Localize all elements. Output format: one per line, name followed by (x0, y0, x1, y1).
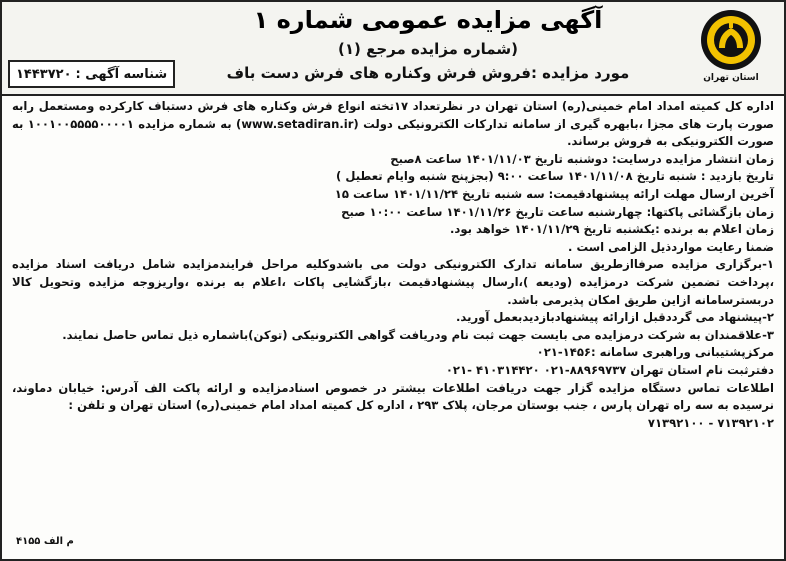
visit-date: تاریخ بازدید : شنبه تاریخ ۱۴۰۱/۱۱/۰۸ ساعت ۹:۰۰ (بجزپنج شنبه وایام تعطیل ) (336, 169, 774, 184)
winner-announcement: زمان اعلام به برنده :یکشنبه تاریخ ۱۴۰۱/۱۱/۲۹ خواهد بود. (450, 222, 774, 237)
emdad-committee-logo-icon (699, 8, 763, 72)
organization-logo (688, 8, 774, 90)
reference-code: م الف ۴۱۵۵ (16, 536, 74, 547)
notice-header (2, 2, 784, 96)
contact-info: اطلاعات تماس دستگاه مزایده گزار جهت دریافت اطلاعات بیشتر در خصوص اسنادمزایده و ارائه پاکت الف آدرس: خیابان دماوند، نرسیده به سه راه تهران پارس ، جنب بوستان مرجان، پلاک ۲۹۳ ، اداره کل کمیته امداد امام خمینی(ره) استان تهران و تلفن : (12, 380, 774, 413)
requirement-item-1: ۱-برگزاری مزایده صرفاازطریق سامانه تدارک الکترونیکی دولت می باشدوکلیه مراحل فرایندمزایده شامل دریافت اسناد مزایده ،پرداخت تضمین شرکت درمزایده (ودیعه )،ارسال پیشنهادقیمت ،بازگشایی پاکات ،اعلام به برنده ،واریزوجه مزایده وتحویل کالا دربسترسامانه ازاین طریق امکان پذیرمی باشد. (12, 257, 774, 307)
ad-id-label: شناسه آگهی : (75, 66, 168, 82)
notice-body (12, 98, 774, 432)
auction-subject: مورد مزایده :فروش فرش وکناره های فرش دست باف (226, 64, 630, 82)
notice-subtitle: (شماره مزایده مرجع (۱) (338, 40, 518, 58)
requirement-item-3: ۳-علاقمندان به شرکت درمزایده می بایست جهت ثبت نام ودریافت گواهی الکترونیکی (توکن)باشماره ذیل تماس حاصل نمایند. (62, 327, 774, 342)
support-center: مرکزپشتیبانی وراهبری سامانه :۱۴۵۶-۰۲۱ (536, 345, 774, 360)
intro-paragraph: اداره کل کمیته امداد امام خمینی(ره) استان تهران در نظرتعداد ۱۷تخته انواع فرش وکناره های فرش دستباف کارکرده ومستعمل رابه صورت پارت های مجزا ،بابهره گیری از سامانه تدارکات الکترونیکی دولت (www.setadiran.ir) به شماره مزایده ۱۰۰۱۰۰۵۵۵۵۰۰۰۰۱ به صورت الکترونیکی به فروش برساند. (12, 99, 775, 149)
contact-phones: ۷۱۳۹۲۱۰۰ - ۷۱۳۹۲۱۰۲ (647, 415, 774, 430)
publish-time: زمان انتشار مزایده درسایت: دوشنبه تاریخ ۱۴۰۱/۱۱/۰۳ ساعت ۸صبح (390, 151, 774, 166)
requirement-item-2: ۲-پیشنهاد می گرددقبل ازارائه پیشنهادبازدیدبعمل آورید. (455, 310, 774, 325)
registration-office: دفترثبت نام استان تهران ۸۸۹۶۹۷۳۷-۰۲۱ ۴۱۰۳۱۴۴۲۰ -۰۲۱ (445, 362, 774, 377)
requirements-note: ضمنا رعایت مواردذیل الزامی است . (568, 239, 774, 254)
bid-deadline: آخرین ارسال مهلت ارائه پیشنهادقیمت: سه شنبه تاریخ ۱۴۰۱/۱۱/۲۴ ساعت ۱۵ (334, 186, 774, 201)
logo-caption: استان تهران (703, 73, 759, 83)
ad-id-box (8, 60, 175, 88)
ad-id-value: ۱۴۴۳۷۲۰ (16, 66, 72, 82)
opening-time: زمان بازگشائی پاکتها: چهارشنبه ساعت تاریخ ۱۴۰۱/۱۱/۲۶ ساعت ۱۰:۰۰ صبح (341, 204, 774, 219)
notice-title: آگهی مزایده عمومی شماره ۱ (253, 6, 603, 34)
